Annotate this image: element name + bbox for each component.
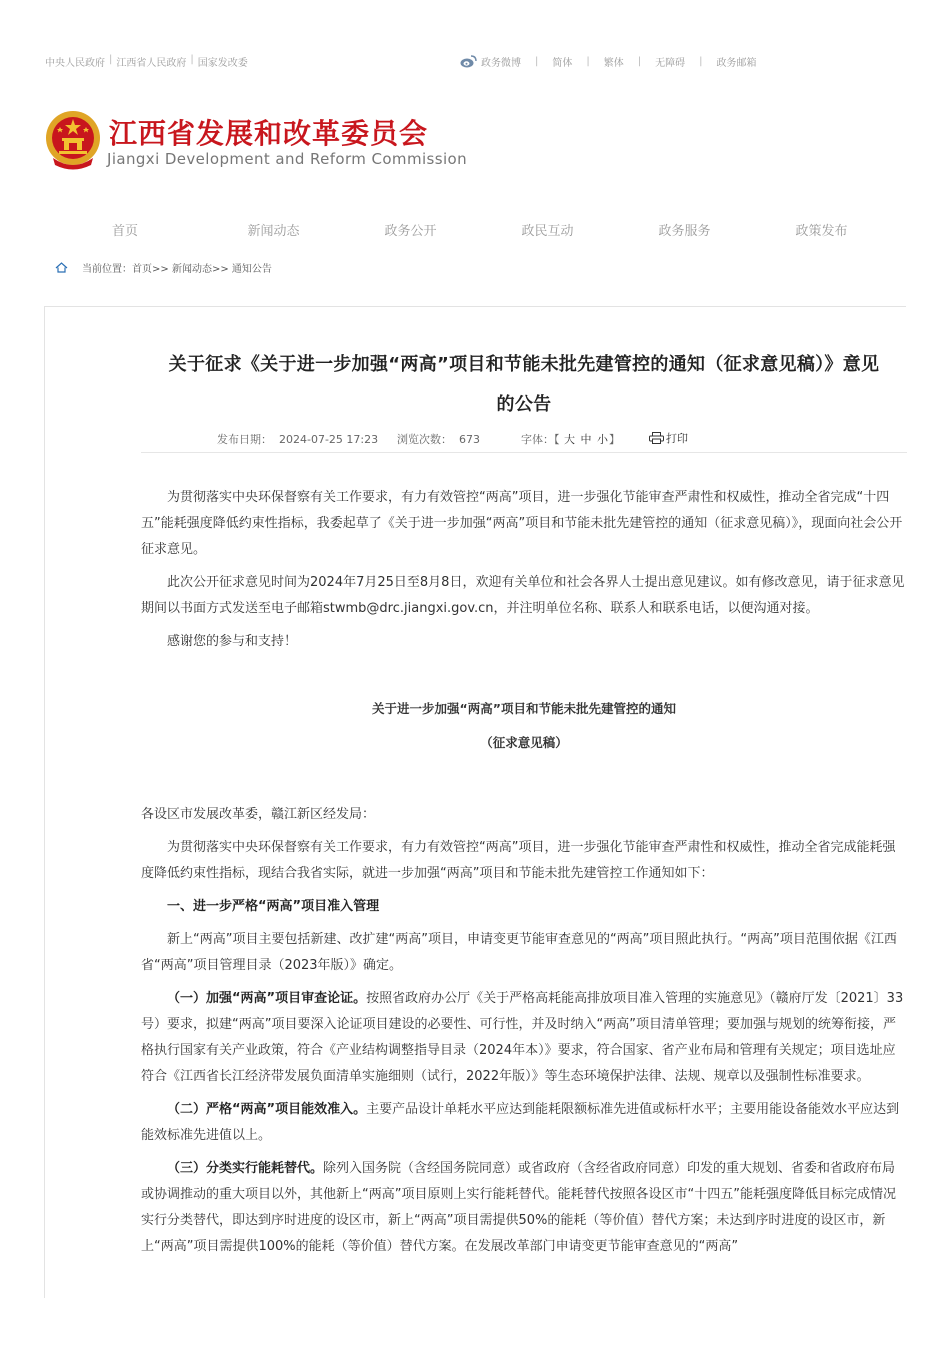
- view-count: [397, 431, 480, 447]
- breadcrumb: [55, 260, 272, 275]
- article-title-line2: 的公告: [496, 394, 552, 415]
- site-header: [45, 108, 468, 178]
- main-nav: [45, 220, 905, 239]
- font-end: 】: [609, 433, 620, 446]
- font-large-button[interactable]: 大: [564, 433, 575, 446]
- nav-gov-affairs-open[interactable]: 政务公开: [384, 224, 437, 239]
- section-heading: [141, 894, 907, 920]
- font-medium-button[interactable]: 中: [580, 433, 592, 446]
- weibo-icon: [460, 55, 477, 68]
- article-meta: [141, 425, 907, 453]
- subsection-heading: （二）严格“两高”项目能效准入。: [167, 1102, 367, 1117]
- views-value: 673: [459, 433, 480, 446]
- breadcrumb-notices[interactable]: 通知公告: [231, 264, 272, 275]
- weibo-label: 政务微博: [481, 58, 521, 69]
- subsection-body: 按照省政府办公厅《关于严格高耗能高排放项目准入管理的实施意见》（赣府厅发〔2021〕33号）要求，拟建“两高”项目要深入论证项目建设的必要性、可行性，并及时纳入“两高”项目清单管理；要加强与规划的统筹衔接，严格执行国家有关产业政策，符合《产业结构调整指导目录（2024年本）》要求，符合国家、省产业布局和管理有关规定；项目选址应符合《江西省长江经济带发展负面清单实施细则（试行，2022年版）》等生态环境保护法律、法规、规章以及强制性标准要求。: [141, 991, 904, 1084]
- font-size-control: [521, 431, 620, 447]
- views-label: 浏览次数：: [397, 433, 452, 446]
- national-emblem-icon[interactable]: [45, 110, 101, 170]
- subsection-body: 主要产品设计单耗水平应达到能耗限额标准先进值或标杆水平；主要用能设备能效水平应达到能效标准先进值以上。: [141, 1102, 900, 1143]
- breadcrumb-sep: >>: [211, 264, 229, 275]
- divider: |: [535, 56, 539, 67]
- print-button[interactable]: [649, 430, 688, 446]
- gov-mail-link[interactable]: 政务邮箱: [716, 58, 757, 69]
- print-label: 打印: [666, 432, 688, 445]
- nav-home[interactable]: 首页: [111, 224, 138, 239]
- nav-gov-services[interactable]: 政务服务: [658, 224, 711, 239]
- simplified-chinese-link[interactable]: 简体: [552, 58, 573, 69]
- breadcrumb-sep: >>: [152, 264, 169, 275]
- paragraph: [141, 1097, 907, 1149]
- addressee: 各设区市发展改革委，赣江新区经发局：: [141, 807, 376, 822]
- divider: |: [586, 56, 590, 67]
- article-title: [141, 345, 907, 425]
- nav-public-interaction[interactable]: 政民互动: [521, 224, 574, 239]
- date-value: 2024-07-25 17:23: [279, 433, 379, 446]
- nav-policy-release[interactable]: 政策发布: [795, 224, 848, 239]
- content-panel: [44, 306, 906, 1298]
- article: [141, 345, 907, 1267]
- top-link-central-gov[interactable]: 中央人民政府: [45, 58, 105, 69]
- subsection-body: 除列入国务院（含经国务院同意）或省政府（含经省政府同意）印发的重大规划、省委和省政府布局或协调推动的重大项目以外，其他新上“两高”项目原则上实行能耗替代。能耗替代按照各设区市“十四五”能耗强度降低目标完成情况实行分类替代，即达到序时进度的设区市，新上“两高”项目需提供50%的能耗（等价值）替代方案；未达到序时进度的设区市，新上“两高”项目需提供100%的能耗（等价值）替代方案。在发展改革部门申请变更节能审查意见的“两高”: [141, 1161, 896, 1254]
- top-bar: [45, 54, 905, 70]
- notice-title: 关于进一步加强“两高”项目和节能未批先建管控的通知: [372, 701, 676, 716]
- site-title[interactable]: 江西省发展和改革委员会: [109, 117, 429, 150]
- accessibility-link[interactable]: 无障碍: [655, 58, 686, 69]
- paragraph: [141, 986, 907, 1090]
- weibo-link[interactable]: [460, 54, 521, 69]
- top-link-ndrc[interactable]: 国家发改委: [197, 58, 248, 69]
- date-label: 发布日期：: [217, 433, 272, 446]
- divider: |: [190, 54, 194, 65]
- paragraph: 此次公开征求意见时间为2024年7月25日至8月8日，欢迎有关单位和社会各界人士提出意见建议。如有修改意见，请于征求意见期间以书面方式发送至电子邮箱stwmb@drc.jiangxi.gov.cn，并注明单位名称、联系人和联系电话，以便沟通对接。: [141, 575, 905, 616]
- notice-subtitle: （征求意见稿）: [480, 735, 568, 750]
- breadcrumb-news[interactable]: 新闻动态: [171, 264, 212, 275]
- subsection-heading: （一）加强“两高”项目审查论证。: [167, 991, 367, 1006]
- nav-news[interactable]: 新闻动态: [247, 224, 300, 239]
- site-subtitle: Jiangxi Development and Reform Commission: [107, 150, 468, 168]
- top-link-province-gov[interactable]: 江西省人民政府: [116, 58, 187, 69]
- paragraph: 为贯彻落实中央环保督察有关工作要求，有力有效管控“两高”项目，进一步强化节能审查严肃性和权威性，推动全省完成能耗强度降低约束性指标，现结合我省实际，就进一步加强“两高”项目和节能未批先建管控工作通知如下：: [141, 840, 896, 881]
- divider: |: [637, 56, 642, 67]
- divider: |: [109, 54, 113, 65]
- breadcrumb-home[interactable]: 首页: [132, 264, 152, 275]
- article-title-line1: 关于征求《关于进一步加强“两高”项目和节能未批先建管控的通知（征求意见稿）》意见: [168, 354, 880, 375]
- subsection-heading: （三）分类实行能耗替代。: [167, 1161, 324, 1176]
- section-heading-text: 一、进一步严格“两高”项目准入管理: [167, 899, 380, 914]
- paragraph: 新上“两高”项目主要包括新建、改扩建“两高”项目，申请变更节能审查意见的“两高”项目照此执行。“两高”项目范围依据《江西省“两高”项目管理目录（2023年版）》确定。: [141, 932, 897, 973]
- font-small-button[interactable]: 小: [597, 433, 608, 446]
- paragraph: 为贯彻落实中央环保督察有关工作要求，有力有效管控“两高”项目，进一步强化节能审查严肃性和权威性，推动全省完成“十四五”能耗强度降低约束性指标，我委起草了《关于进一步加强“两高”项目和节能未批先建管控的通知（征求意见稿）》，现面向社会公开征求意见。: [141, 490, 903, 557]
- publish-date: [217, 431, 378, 447]
- article-body: [141, 485, 907, 1260]
- paragraph: [141, 1156, 907, 1260]
- top-utility-links: [460, 54, 757, 69]
- font-label: 字体：【: [521, 433, 560, 446]
- divider: |: [699, 56, 703, 67]
- paragraph: 感谢您的参与和支持！: [167, 634, 298, 649]
- top-links: [45, 54, 248, 69]
- breadcrumb-label: 当前位置：: [82, 264, 132, 275]
- printer-icon: [649, 432, 664, 444]
- traditional-chinese-link[interactable]: 繁体: [603, 58, 624, 69]
- home-icon: [55, 262, 68, 273]
